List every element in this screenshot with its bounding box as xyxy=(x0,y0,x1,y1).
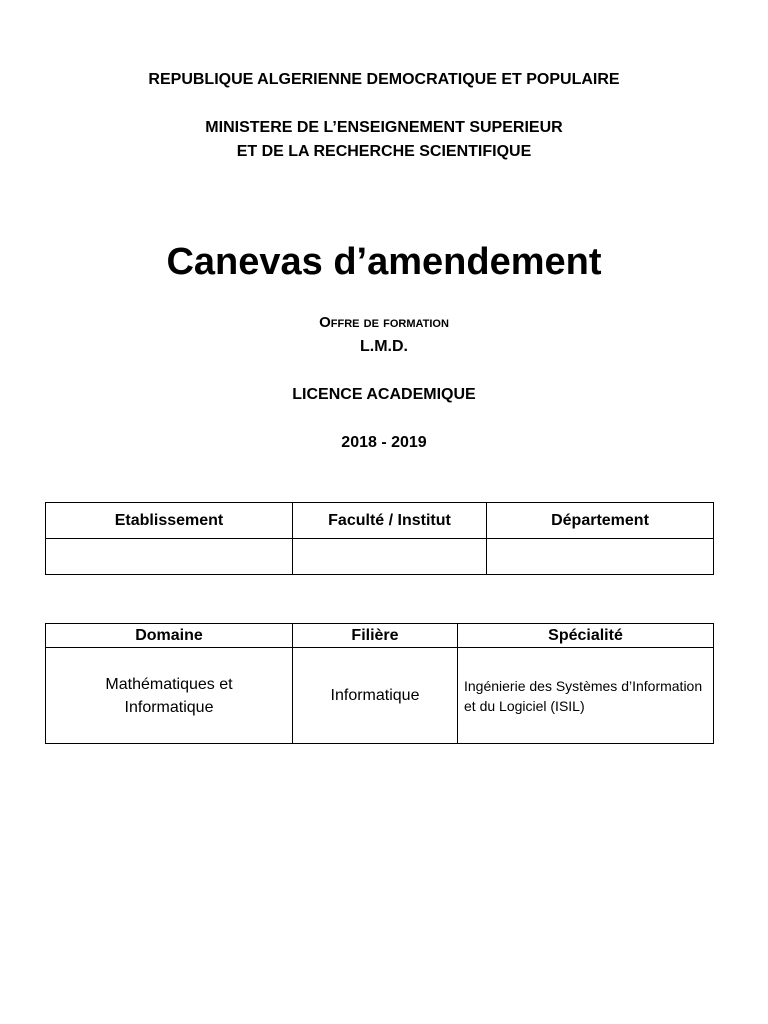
formation-table xyxy=(45,623,714,744)
departement-cell xyxy=(487,539,714,575)
table-header-row xyxy=(46,624,714,648)
ministere-line-2: ET DE LA RECHERCHE SCIENTIFIQUE xyxy=(236,143,532,160)
domaine-header: Domaine xyxy=(46,624,293,648)
filiere-header: Filière xyxy=(293,624,458,648)
republique-heading: REPUBLIQUE ALGERIENNE DEMOCRATIQUE ET POPULAIRE xyxy=(148,71,620,88)
domaine-value: Mathématiques et Informatique xyxy=(105,675,233,716)
specialite-header: Spécialité xyxy=(458,624,714,648)
departement-header: Département xyxy=(487,503,714,539)
ministere-line-1: MINISTERE DE L’ENSEIGNEMENT SUPERIEUR xyxy=(205,119,563,136)
years-label: 2018 - 2019 xyxy=(341,434,427,451)
etablissement-cell xyxy=(46,539,293,575)
page-title: Canevas d’amendement xyxy=(166,241,602,283)
table-row xyxy=(46,648,714,744)
faculte-header: Faculté / Institut xyxy=(293,503,487,539)
filiere-cell: Informatique xyxy=(293,648,458,744)
domaine-cell xyxy=(46,648,293,744)
offre-label: Offre de formation xyxy=(319,314,449,331)
table-header-row xyxy=(46,503,714,539)
table-row xyxy=(46,539,714,575)
lmd-label: L.M.D. xyxy=(360,338,408,355)
specialite-cell: Ingénierie des Systèmes d’Information et du Logiciel (ISIL) xyxy=(458,648,714,744)
institution-table xyxy=(45,502,714,575)
faculte-cell xyxy=(293,539,487,575)
licence-label: LICENCE ACADEMIQUE xyxy=(292,386,476,403)
etablissement-header: Etablissement xyxy=(46,503,293,539)
